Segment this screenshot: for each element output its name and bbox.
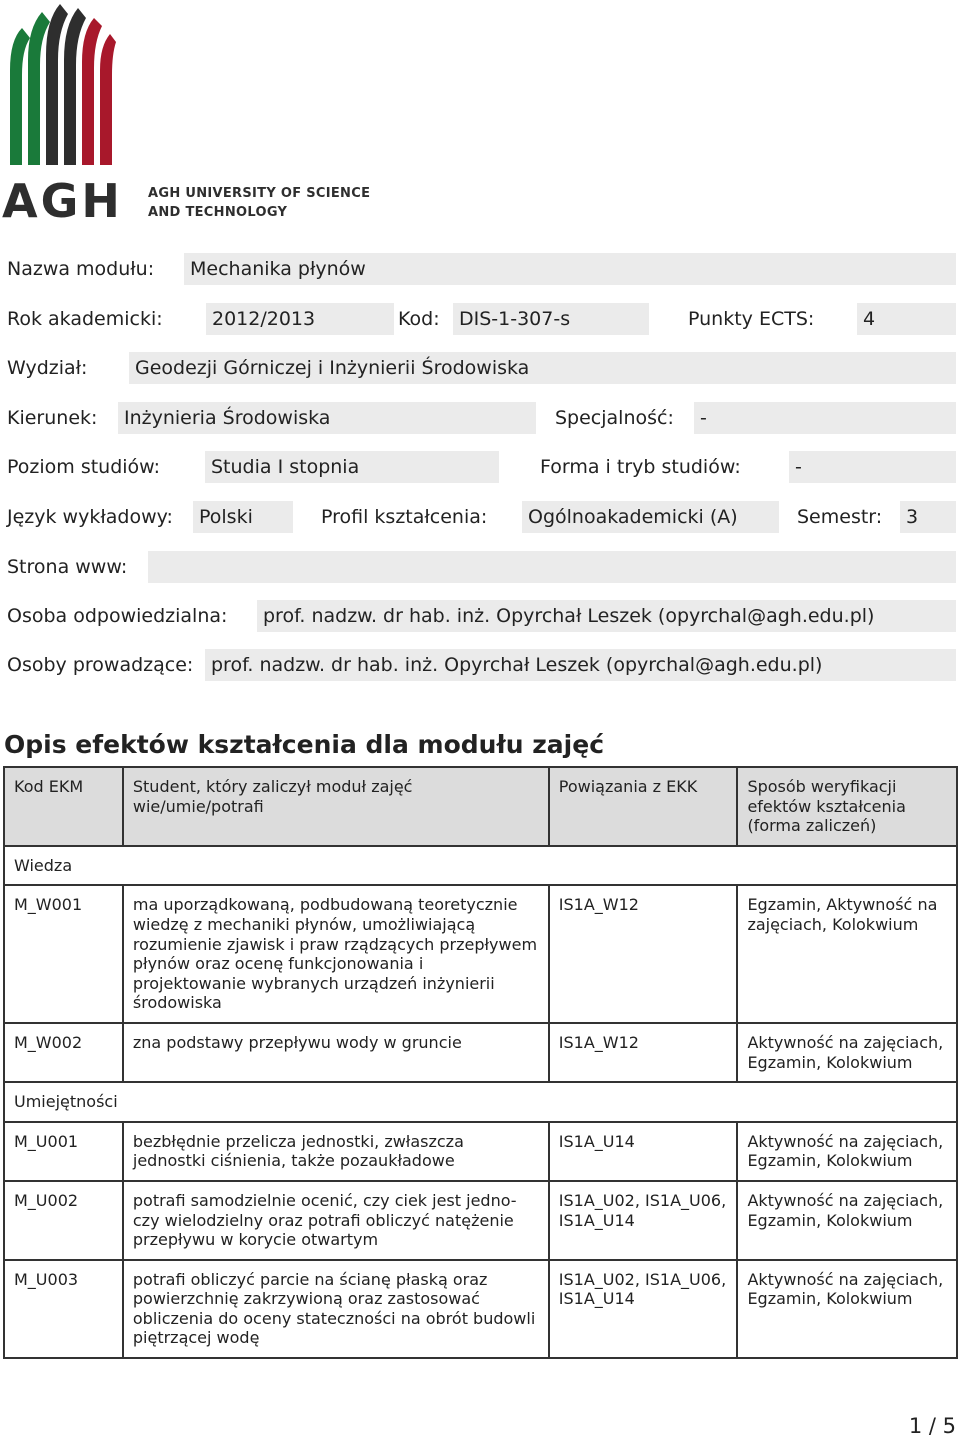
language-label: Język wykładowy: <box>7 506 173 528</box>
header-kod-ekm: Kod EKM <box>4 767 123 846</box>
header-sposob-weryfikacji: Sposób weryfikacji efektów kształcenia (forma zaliczeń) <box>737 767 957 846</box>
group-label-umiejetnosci: Umiejętności <box>4 1082 957 1122</box>
cell-description: bezbłędnie przelicza jednostki, zwłaszcza jednostki ciśnienia, także pozaukładowe <box>123 1122 549 1181</box>
form-label: Forma i tryb studiów: <box>540 456 741 478</box>
code-label: Kod: <box>398 308 440 330</box>
module-name-field: Mechanika płynów <box>184 253 956 285</box>
semester-label: Semestr: <box>797 506 883 528</box>
table-header-row <box>4 767 957 846</box>
header-student: Student, który zaliczył moduł zajęć wie/umie/potrafi <box>123 767 549 846</box>
level-label: Poziom studiów: <box>7 456 161 478</box>
agh-wordmark: AGH <box>2 174 123 228</box>
agh-name-line2: AND TECHNOLOGY <box>148 205 288 220</box>
cell-description: zna podstawy przepływu wody w gruncie <box>123 1023 549 1082</box>
profile-field: Ogólnoakademicki (A) <box>522 501 779 533</box>
faculty-field: Geodezji Górniczej i Inżynierii Środowiska <box>129 352 956 384</box>
cell-code: M_U002 <box>4 1181 123 1260</box>
form-field: - <box>789 451 956 483</box>
language-field: Polski <box>193 501 293 533</box>
responsible-field: prof. nadzw. dr hab. inż. Opyrchał Leszek (opyrchal@agh.edu.pl) <box>257 600 956 632</box>
table-row <box>4 1023 957 1082</box>
cell-verification: Egzamin, Aktywność na zajęciach, Kolokwium <box>737 885 957 1023</box>
group-row-umiejetnosci <box>4 1082 957 1122</box>
module-name-label: Nazwa modułu: <box>7 258 155 280</box>
code-field: DIS-1-307-s <box>453 303 649 335</box>
cell-links: IS1A_W12 <box>549 1023 738 1082</box>
table-row <box>4 885 957 1023</box>
field-of-study-label: Kierunek: <box>7 407 98 429</box>
page-indicator: 1 / 5 <box>908 1414 956 1438</box>
table-row <box>4 1122 957 1181</box>
specialty-field: - <box>694 402 956 434</box>
year-label: Rok akademicki: <box>7 308 163 330</box>
cell-description: potrafi obliczyć parcie na ścianę płaską oraz powierzchnię zakrzywioną oraz zastosować obliczenia do oceny stateczności na obrót budowli piętrzącej wodę <box>123 1260 549 1358</box>
faculty-label: Wydział: <box>7 357 88 379</box>
agh-name-line1: AGH UNIVERSITY OF SCIENCE <box>148 186 371 201</box>
cell-links: IS1A_U02, IS1A_U06, IS1A_U14 <box>549 1260 738 1358</box>
cell-code: M_W002 <box>4 1023 123 1082</box>
specialty-label: Specjalność: <box>555 407 674 429</box>
table-row <box>4 1181 957 1260</box>
ects-label: Punkty ECTS: <box>688 308 815 330</box>
field-of-study-field: Inżynieria Środowiska <box>118 402 536 434</box>
group-label-wiedza: Wiedza <box>4 846 957 886</box>
table-row <box>4 1260 957 1358</box>
cell-links: IS1A_U02, IS1A_U06, IS1A_U14 <box>549 1181 738 1260</box>
semester-field: 3 <box>900 501 956 533</box>
group-row-wiedza <box>4 846 957 886</box>
cell-verification: Aktywność na zajęciach, Egzamin, Kolokwium <box>737 1023 957 1082</box>
cell-code: M_U003 <box>4 1260 123 1358</box>
section-title: Opis efektów kształcenia dla modułu zajęć <box>4 730 605 759</box>
cell-code: M_U001 <box>4 1122 123 1181</box>
cell-links: IS1A_U14 <box>549 1122 738 1181</box>
cell-description: ma uporządkowaną, podbudowaną teoretycznie wiedzę z mechaniki płynów, umożliwiającą rozumienie zjawisk i praw rządzących przepływem płynów oraz ocenę funkcjonowania i projektowanie wybranych urządzeń inżynierii środowiska <box>123 885 549 1023</box>
www-field <box>148 551 956 583</box>
profile-label: Profil kształcenia: <box>321 506 488 528</box>
cell-code: M_W001 <box>4 885 123 1023</box>
cell-links: IS1A_W12 <box>549 885 738 1023</box>
header-powiazania: Powiązania z EKK <box>549 767 738 846</box>
cell-verification: Aktywność na zajęciach, Egzamin, Kolokwium <box>737 1122 957 1181</box>
www-label: Strona www: <box>7 556 128 578</box>
teachers-field: prof. nadzw. dr hab. inż. Opyrchał Leszek (opyrchal@agh.edu.pl) <box>205 649 956 681</box>
learning-outcomes-table <box>3 766 958 1359</box>
cell-verification: Aktywność na zajęciach, Egzamin, Kolokwium <box>737 1181 957 1260</box>
cell-description: potrafi samodzielnie ocenić, czy ciek jest jedno-czy wielodzielny oraz potrafi obliczyć natężenie przepływu w korycie otwartym <box>123 1181 549 1260</box>
level-field: Studia I stopnia <box>205 451 499 483</box>
responsible-label: Osoba odpowiedzialna: <box>7 605 228 627</box>
ects-field: 4 <box>857 303 956 335</box>
teachers-label: Osoby prowadzące: <box>7 654 194 676</box>
cell-verification: Aktywność na zajęciach, Egzamin, Kolokwium <box>737 1260 957 1358</box>
year-field: 2012/2013 <box>206 303 394 335</box>
